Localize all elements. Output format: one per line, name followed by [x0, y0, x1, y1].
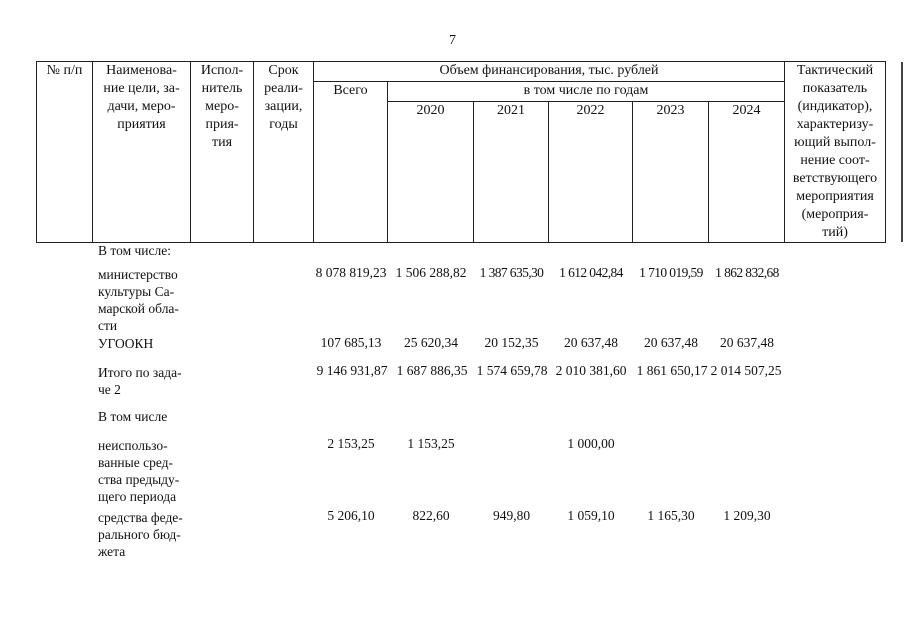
value-2022: 1 000,00 — [567, 436, 615, 451]
value-2024: 20 637,48 — [720, 335, 774, 350]
row-label: УГООКН — [98, 336, 154, 351]
value-total: 8 078 819,23 — [315, 265, 387, 280]
value-2020: 1 506 288,82 — [395, 265, 467, 280]
header-term: Срок реали- зации, годы — [254, 62, 314, 243]
scan-edge-mark — [901, 62, 903, 242]
value-2024: 2 014 507,25 — [710, 363, 782, 378]
header-by-years: в том числе по годам — [388, 82, 785, 102]
value-2023: 1 165,30 — [647, 508, 695, 523]
value-2023: 1 710 019,59 — [639, 265, 703, 280]
value-2021: 949,80 — [492, 508, 531, 523]
value-2024: 1 209,30 — [723, 508, 771, 523]
value-2021: 1 387 635,30 — [479, 265, 544, 280]
value-2021: 1 574 659,78 — [476, 363, 548, 378]
row-label: средства феде- рального бюд- жета — [98, 510, 183, 559]
row-label: Итого по зада- че 2 — [98, 365, 182, 397]
header-table — [36, 61, 886, 243]
value-2020: 1 687 886,35 — [396, 363, 468, 378]
value-2022: 1 059,10 — [567, 508, 615, 523]
row-label: В том числе: — [98, 243, 171, 258]
value-2020: 822,60 — [412, 508, 450, 523]
value-2020: 1 153,25 — [407, 436, 455, 451]
value-2024: 1 862 832,68 — [715, 265, 779, 280]
header-year-2022: 2022 — [549, 102, 633, 243]
header-year-2021: 2021 — [474, 102, 549, 243]
value-2022: 20 637,48 — [564, 335, 618, 350]
row-label: министерство культуры Са- марской обла- сти — [98, 267, 179, 333]
header-indicator: Тактический показатель (индикатор), характеризу- ющий выпол- нение соот- ветствующего мероприятия (мероприя- тий) — [785, 62, 886, 243]
row-label: неиспользо- ванные сред- ства предыду- щего периода — [98, 438, 180, 504]
value-total: 107 685,13 — [320, 335, 382, 350]
value-2021: 20 152,35 — [484, 335, 539, 350]
row-label: В том числе — [98, 409, 168, 424]
page-number: 7 — [449, 33, 456, 48]
header-year-2024: 2024 — [709, 102, 785, 243]
value-2022: 2 010 381,60 — [555, 363, 627, 378]
header-num: № п/п — [37, 62, 93, 243]
value-total: 2 153,25 — [327, 436, 375, 451]
value-total: 9 146 931,87 — [316, 363, 388, 378]
value-2022: 1 612 042,84 — [559, 265, 623, 280]
value-2023: 20 637,48 — [644, 335, 698, 350]
header-executor: Испол- нитель меро- прия- тия — [191, 62, 254, 243]
value-total: 5 206,10 — [327, 508, 375, 523]
header-year-2023: 2023 — [633, 102, 709, 243]
value-2020: 25 620,34 — [404, 335, 458, 350]
header-total: Всего — [314, 82, 388, 243]
value-2023: 1 861 650,17 — [636, 363, 708, 378]
header-name: Наименова- ние цели, за- дачи, меро- приятия — [93, 62, 191, 243]
header-year-2020: 2020 — [388, 102, 474, 243]
header-funding: Объем финансирования, тыс. рублей — [314, 62, 785, 82]
